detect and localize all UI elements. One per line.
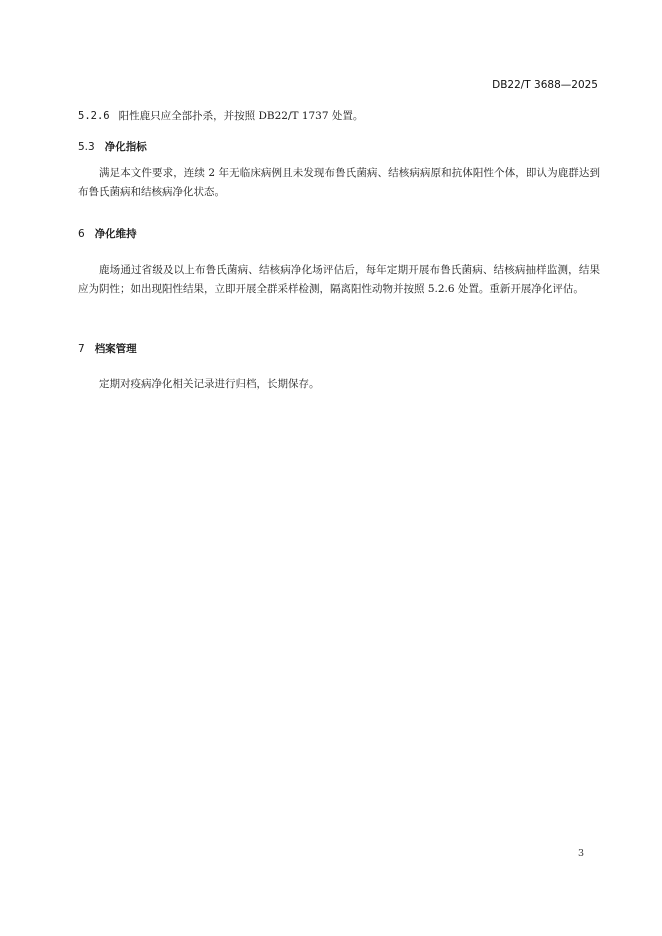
section-7-heading xyxy=(78,341,137,356)
section-6-heading xyxy=(78,226,137,241)
section-6-body xyxy=(78,261,600,299)
paragraph: 定期对疫病净化相关记录进行归档，长期保存。 xyxy=(99,378,320,390)
section-title: 档案管理 xyxy=(94,343,137,355)
document-code: DB22/T 3688—2025 xyxy=(492,79,598,91)
clause-number: 5.2.6 xyxy=(78,110,110,122)
section-number: 5.3 xyxy=(78,141,95,153)
section-5-3-heading xyxy=(78,139,147,154)
section-number: 6 xyxy=(78,228,85,240)
clause-text: 阳性鹿只应全部扑杀，并按照 DB22/T 1737 处置。 xyxy=(118,110,364,122)
paragraph: 满足本文件要求，连续 2 年无临床病例且未发现布鲁氏菌病、结核病病原和抗体阳性个体，即认为鹿群达到布鲁氏菌病和结核病净化状态。 xyxy=(78,167,600,198)
clause-5-2-6 xyxy=(78,107,600,126)
paragraph: 鹿场通过省级及以上布鲁氏菌病、结核病净化场评估后，每年定期开展布鲁氏菌病、结核病抽样监测，结果应为阴性；如出现阳性结果，立即开展全群采样检测，隔离阳性动物并按照 5.2.6 处置。重新开展净化评估。 xyxy=(78,264,600,295)
section-number: 7 xyxy=(78,343,85,355)
section-title: 净化指标 xyxy=(104,141,147,153)
section-title: 净化维持 xyxy=(94,228,137,240)
page-number: 3 xyxy=(577,848,584,859)
section-5-3-body xyxy=(78,164,600,202)
section-7-body xyxy=(78,375,600,394)
